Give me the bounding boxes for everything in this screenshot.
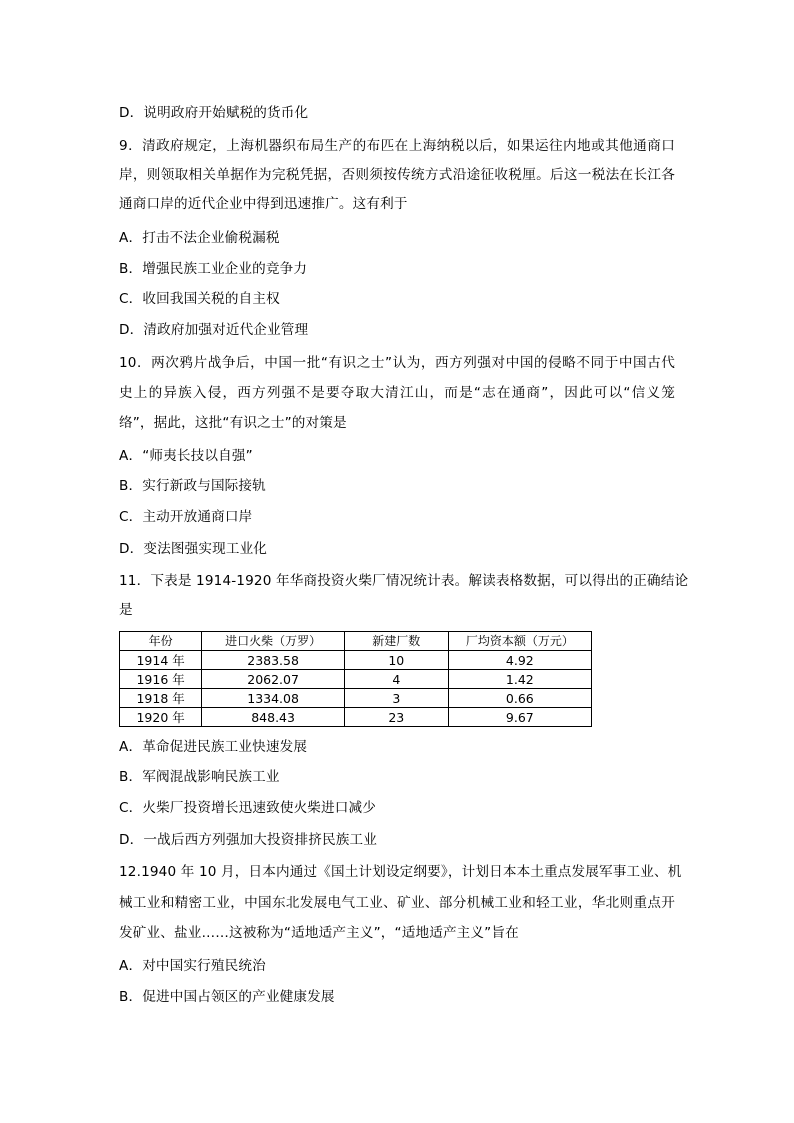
q11-option-c: C．火柴厂投资增长迅速致使火柴进口减少 [119,800,377,816]
table-cell: 1334.08 [202,689,345,708]
table-cell: 0.66 [448,689,591,708]
q10-option-b: B．实行新政与国际接轨 [119,478,266,494]
table-row [120,689,592,708]
table-cell: 2062.07 [202,670,345,689]
q9-stem-line-1: 9．清政府规定，上海机器织布局生产的布匹在上海纳税以后，如果运往内地或其他通商口 [119,138,675,154]
table-cell: 1918 年 [120,689,202,708]
table-cell: 9.67 [448,708,591,727]
table-cell: 2383.58 [202,651,345,670]
q9-option-b: B．增强民族工业企业的竞争力 [119,261,308,277]
table-cell: 23 [344,708,448,727]
table-header-cell: 新建厂数 [344,632,448,651]
q12-stem-line-2: 械工业和精密工业，中国东北发展电气工业、矿业、部分机械工业和轻工业，华北则重点开 [119,895,675,911]
table-cell: 1916 年 [120,670,202,689]
table-header-cell: 厂均资本额（万元） [448,632,591,651]
table-header-cell: 进口火柴（万罗） [202,632,345,651]
q11-option-b: B．军阀混战影响民族工业 [119,769,280,785]
table-row [120,651,592,670]
q11-option-a: A．革命促进民族工业快速发展 [119,739,308,755]
table-row [120,670,592,689]
table-cell: 848.43 [202,708,345,727]
table-cell: 4 [344,670,448,689]
table-cell: 1.42 [448,670,591,689]
q9-option-c: C．收回我国关税的自主权 [119,291,280,307]
q12-stem-line-3: 发矿业、盐业……这被称为“适地适产主义”，“适地适产主义”旨在 [119,925,519,941]
match-factory-table [119,631,592,727]
q8-option-d: D．说明政府开始赋税的货币化 [119,105,309,121]
q11-stem-line-2: 是 [119,602,133,618]
q10-stem-line-2: 史上的异族入侵，西方列强不是要夺取大清江山，而是“志在通商”，因此可以“信义笼 [119,385,675,401]
q10-option-a: A．“师夷长技以自强” [119,448,253,464]
q11-stem-line-1: 11．下表是 1914-1920 年华商投资火柴厂情况统计表。解读表格数据，可以得出的正确结论 [119,573,689,589]
q9-option-a: A．打击不法企业偷税漏税 [119,230,280,246]
table-cell: 3 [344,689,448,708]
q10-option-c: C．主动开放通商口岸 [119,509,253,525]
q9-stem-line-2: 岸，则领取相关单据作为完税凭据，否则须按传统方式沿途征收税厘。后这一税法在长江各 [119,167,675,183]
q12-option-b: B．促进中国占领区的产业健康发展 [119,989,335,1005]
q10-option-d: D．变法图强实现工业化 [119,541,268,557]
table-header-row [120,632,592,651]
q10-stem-line-1: 10．两次鸦片战争后，中国一批“有识之士”认为，西方列强对中国的侵略不同于中国古代 [119,355,675,371]
q12-option-a: A．对中国实行殖民统治 [119,958,266,974]
q9-option-d: D．清政府加强对近代企业管理 [119,322,309,338]
table-cell: 1914 年 [120,651,202,670]
q10-stem-line-3: 络”，据此，这批“有识之士”的对策是 [119,415,347,431]
q11-option-d: D．一战后西方列强加大投资排挤民族工业 [119,832,378,848]
table-cell: 4.92 [448,651,591,670]
q9-stem-line-3: 通商口岸的近代企业中得到迅速推广。这有利于 [119,196,408,212]
table-cell: 10 [344,651,448,670]
table-row [120,708,592,727]
q12-stem-line-1: 12.1940 年 10 月，日本内通过《国土计划设定纲要》，计划日本本土重点发展军事工业、机 [119,864,682,880]
table-header-cell: 年份 [120,632,202,651]
table-cell: 1920 年 [120,708,202,727]
